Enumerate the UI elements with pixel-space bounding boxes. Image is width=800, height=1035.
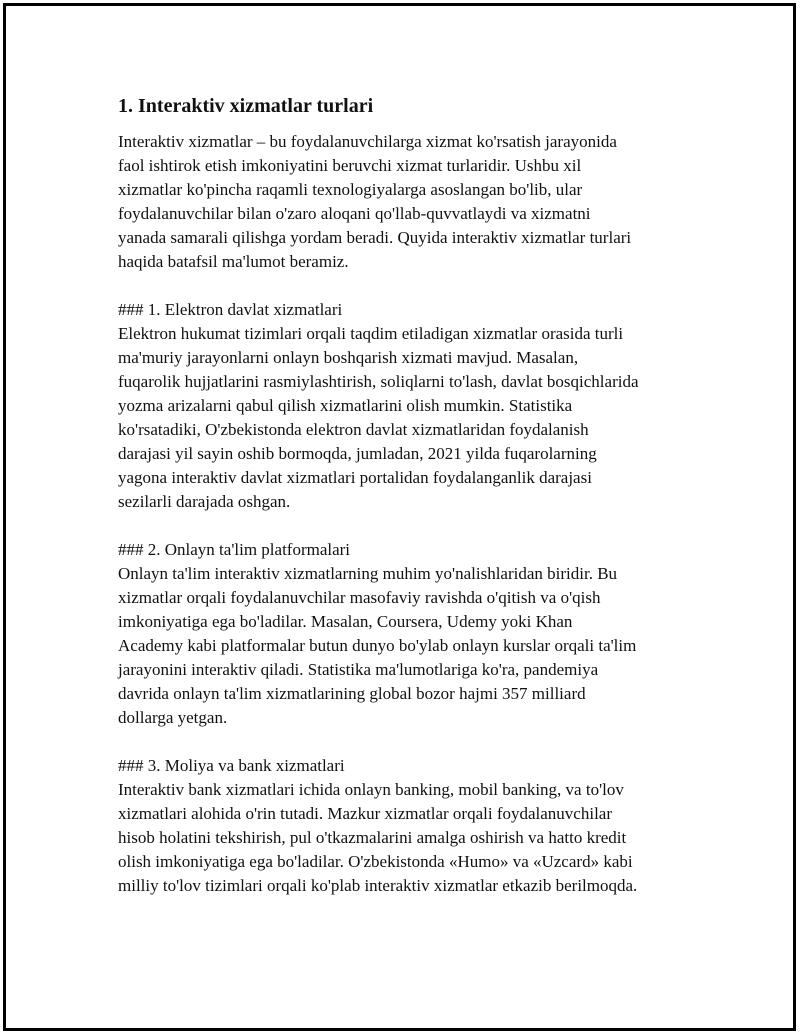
text-line: xizmatlar ko'pincha raqamli texnologiyalarga asoslangan bo'lib, ular <box>118 180 583 199</box>
text-line: yagona interaktiv davlat xizmatlari portalidan foydalanganlik darajasi <box>118 468 592 487</box>
document-heading: 1. Interaktiv xizmatlar turlari <box>118 95 374 117</box>
text-line: ma'muriy jarayonlarni onlayn boshqarish xizmati mavjud. Masalan, <box>118 348 579 367</box>
text-line: olish imkoniyatiga ega bo'ladilar. O'zbekistonda «Humo» va «Uzcard» kabi <box>118 852 633 871</box>
text-line: jarayonini interaktiv qiladi. Statistika ma'lumotlariga ko'ra, pandemiya <box>118 660 599 679</box>
text-line: imkoniyatiga ega bo'ladilar. Masalan, Coursera, Udemy yoki Khan <box>118 612 573 631</box>
text-line: milliy to'lov tizimlari orqali ko'plab interaktiv xizmatlar etkazib berilmoqda. <box>118 876 638 895</box>
section-title: ### 3. Moliya va bank xizmatlari <box>118 756 345 775</box>
text-line: foydalanuvchilar bilan o'zaro aloqani qo'llab-quvvatlaydi va xizmatni <box>118 204 591 223</box>
text-line: ko'rsatadiki, O'zbekistonda elektron davlat xizmatlaridan foydalanish <box>118 420 589 439</box>
text-line: Interaktiv bank xizmatlari ichida onlayn banking, mobil banking, va to'lov <box>118 780 624 799</box>
text-line: hisob holatini tekshirish, pul o'tkazmalarini amalga oshirish va hatto kredit <box>118 828 627 847</box>
text-line: Elektron hukumat tizimlari orqali taqdim etiladigan xizmatlar orasida turli <box>118 324 624 343</box>
text-line: Interaktiv xizmatlar – bu foydalanuvchilarga xizmat ko'rsatish jarayonida <box>118 132 617 151</box>
text-line: davrida onlayn ta'lim xizmatlarining global bozor hajmi 357 milliard <box>118 684 586 703</box>
document-body <box>118 92 698 898</box>
text-line: xizmatlar orqali foydalanuvchilar masofaviy ravishda o'qitish va o'qish <box>118 588 601 607</box>
text-line: faol ishtirok etish imkoniyatini beruvchi xizmat turlaridir. Ushbu xil <box>118 156 582 175</box>
text-line: sezilarli darajada oshgan. <box>118 492 291 511</box>
text-line: dollarga yetgan. <box>118 708 228 727</box>
text-line: yozma arizalarni qabul qilish xizmatlarini olish mumkin. Statistika <box>118 396 573 415</box>
text-line: Onlayn ta'lim interaktiv xizmatlarning muhim yo'nalishlaridan biridir. Bu <box>118 564 618 583</box>
text-line: haqida batafsil ma'lumot beramiz. <box>118 252 349 271</box>
section-moliya-bank <box>118 754 698 898</box>
section-paragraph <box>118 322 698 514</box>
section-paragraph <box>118 778 698 898</box>
section-title: ### 1. Elektron davlat xizmatlari <box>118 300 343 319</box>
text-line: yanada samarali qilishga yordam beradi. Quyida interaktiv xizmatlar turlari <box>118 228 632 247</box>
section-title: ### 2. Onlayn ta'lim platformalari <box>118 540 351 559</box>
text-line: Academy kabi platformalar butun dunyo bo'ylab onlayn kurslar orqali ta'lim <box>118 636 637 655</box>
intro-paragraph <box>118 130 698 274</box>
section-elektron-davlat <box>118 298 698 514</box>
text-line: xizmatlari alohida o'rin tutadi. Mazkur xizmatlar orqali foydalanuvchilar <box>118 804 612 823</box>
section-onlayn-talim <box>118 538 698 730</box>
text-line: darajasi yil sayin oshib bormoqda, jumladan, 2021 yilda fuqarolarning <box>118 444 597 463</box>
section-paragraph <box>118 562 698 730</box>
text-line: fuqarolik hujjatlarini rasmiylashtirish, soliqlarni to'lash, davlat bosqichlarida <box>118 372 639 391</box>
